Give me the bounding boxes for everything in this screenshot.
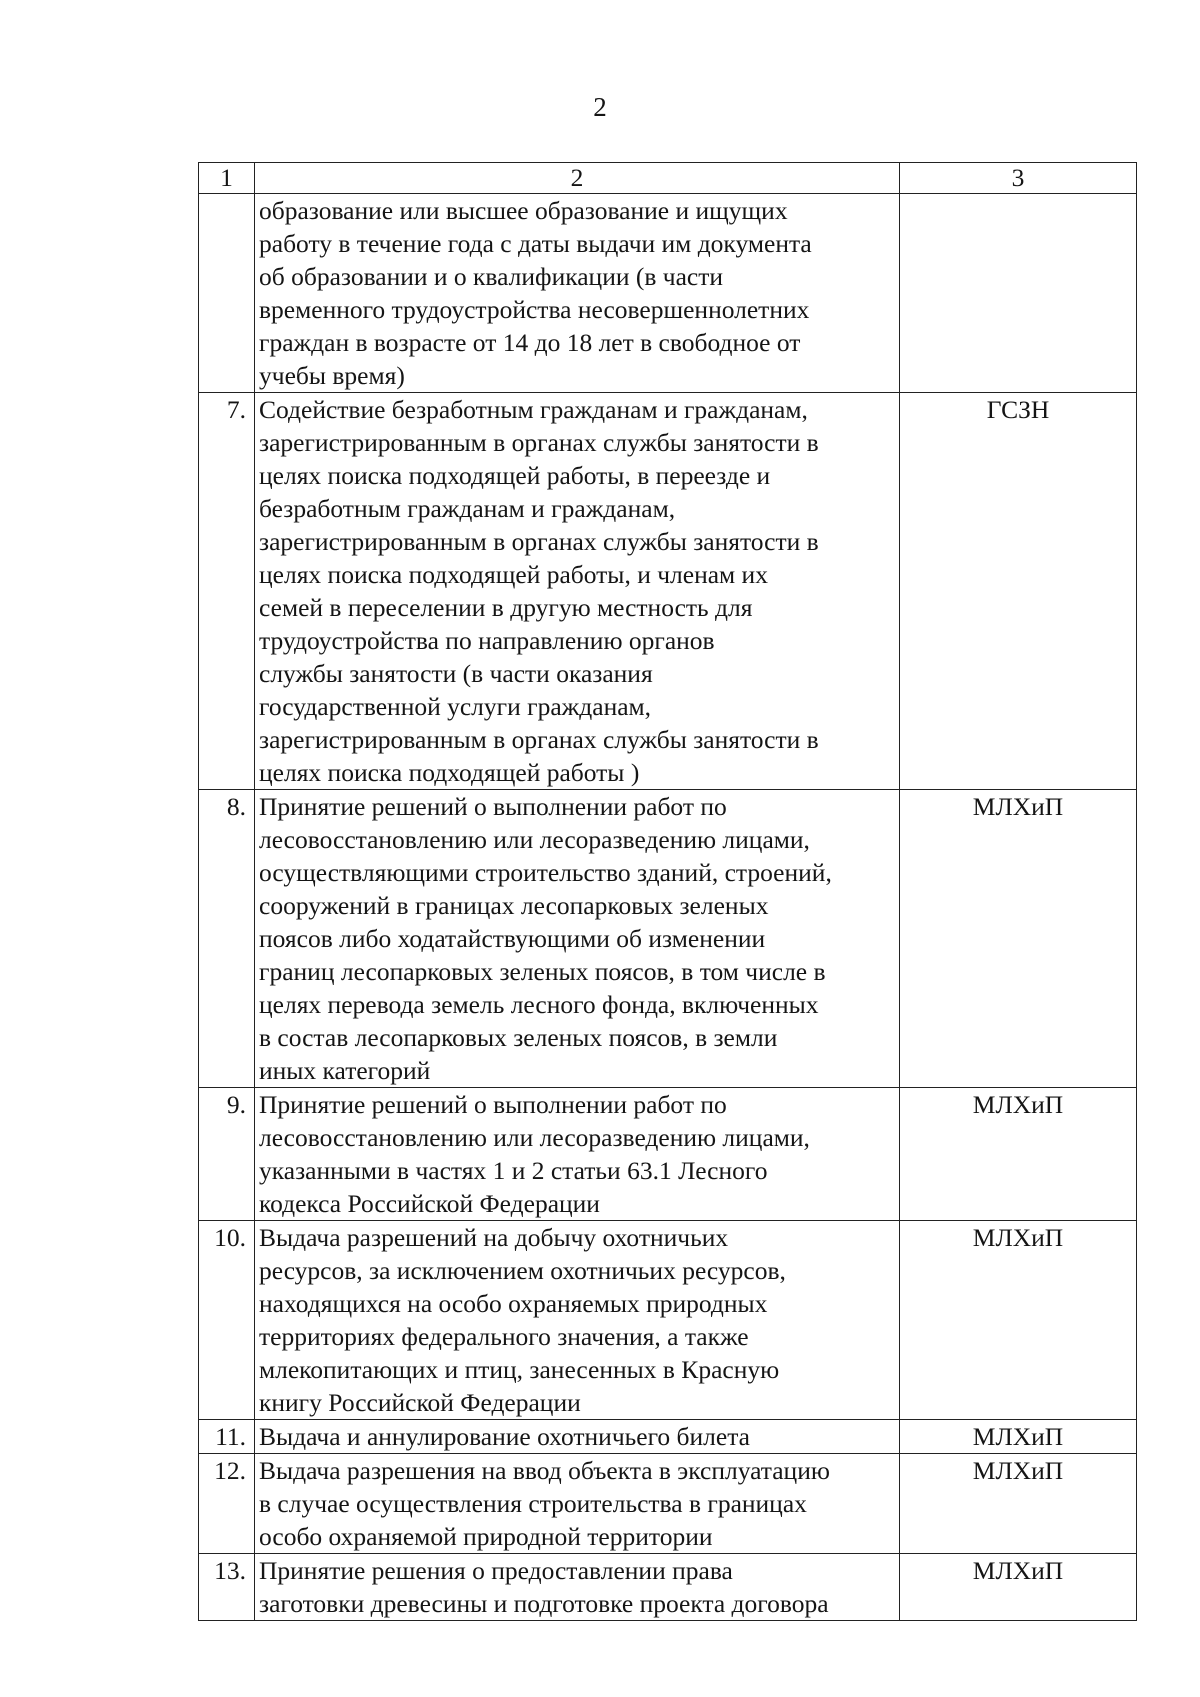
header-col-3: 3 (900, 163, 1137, 194)
description-line: Выдача разрешений на добычу охотничьих (259, 1223, 729, 1252)
description-line: книгу Российской Федерации (259, 1388, 581, 1417)
responsible-agency (900, 194, 1137, 393)
description-line: целях поиска подходящей работы, и членам их (259, 560, 768, 589)
description-line: Выдача и аннулирование охотничьего билета (259, 1422, 750, 1451)
table-row (199, 1554, 1137, 1621)
service-description (255, 1554, 900, 1621)
service-description (255, 194, 900, 393)
description-line: кодекса Российской Федерации (259, 1189, 600, 1218)
services-table (198, 162, 1137, 1621)
header-col-2: 2 (255, 163, 900, 194)
row-number: 12. (199, 1454, 255, 1554)
description-line: указанными в частях 1 и 2 статьи 63.1 Лесного (259, 1156, 768, 1185)
page-number: 2 (593, 92, 607, 122)
responsible-agency: МЛХиП (900, 1454, 1137, 1554)
row-number: 8. (199, 790, 255, 1088)
description-line: временного трудоустройства несовершеннолетних (259, 295, 810, 324)
description-line: лесовосстановлению или лесоразведению лицами, (259, 1123, 810, 1152)
description-line: заготовки древесины и подготовке проекта договора (259, 1589, 829, 1618)
description-line: осуществляющими строительство зданий, строений, (259, 858, 832, 887)
header-col-1: 1 (199, 163, 255, 194)
row-number: 10. (199, 1221, 255, 1420)
description-line: Выдача разрешения на ввод объекта в эксплуатацию (259, 1456, 830, 1485)
description-line: млекопитающих и птиц, занесенных в Красную (259, 1355, 780, 1384)
row-number: 7. (199, 393, 255, 790)
description-line: лесовосстановлению или лесоразведению лицами, (259, 825, 810, 854)
service-description (255, 1088, 900, 1221)
description-line: целях перевода земель лесного фонда, включенных (259, 990, 819, 1019)
description-line: особо охраняемой природной территории (259, 1522, 713, 1551)
description-line: Содействие безработным гражданам и гражданам, (259, 395, 808, 424)
description-line: границ лесопарковых зеленых поясов, в том числе в (259, 957, 826, 986)
description-line: безработным гражданам и гражданам, (259, 494, 676, 523)
description-line: службы занятости (в части оказания (259, 659, 653, 688)
description-line: Принятие решения о предоставлении права (259, 1556, 733, 1585)
description-line: сооружений в границах лесопарковых зеленых (259, 891, 769, 920)
description-line: работу в течение года с даты выдачи им документа (259, 229, 812, 258)
table-row (199, 1420, 1137, 1454)
service-description (255, 1221, 900, 1420)
row-number (199, 194, 255, 393)
responsible-agency: ГСЗН (900, 393, 1137, 790)
description-line: образование или высшее образование и ищущих (259, 196, 788, 225)
description-line: зарегистрированным в органах службы занятости в (259, 527, 819, 556)
row-number: 11. (199, 1420, 255, 1454)
description-line: трудоустройства по направлению органов (259, 626, 715, 655)
description-line: иных категорий (259, 1056, 431, 1085)
description-line: в случае осуществления строительства в границах (259, 1489, 807, 1518)
description-line: поясов либо ходатайствующими об изменении (259, 924, 766, 953)
description-line: Принятие решений о выполнении работ по (259, 1090, 727, 1119)
description-line: целях поиска подходящей работы ) (259, 758, 640, 787)
description-line: целях поиска подходящей работы, в переезде и (259, 461, 771, 490)
responsible-agency: МЛХиП (900, 1554, 1137, 1621)
table-row (199, 790, 1137, 1088)
row-number: 9. (199, 1088, 255, 1221)
description-line: об образовании и о квалификации (в части (259, 262, 724, 291)
description-line: ресурсов, за исключением охотничьих ресурсов, (259, 1256, 786, 1285)
description-line: территориях федерального значения, а также (259, 1322, 749, 1351)
description-line: зарегистрированным в органах службы занятости в (259, 428, 819, 457)
description-line: находящихся на особо охраняемых природных (259, 1289, 768, 1318)
service-description (255, 790, 900, 1088)
table-row (199, 1088, 1137, 1221)
description-line: Принятие решений о выполнении работ по (259, 792, 727, 821)
table-row (199, 1454, 1137, 1554)
table-header-row (199, 163, 1137, 194)
responsible-agency: МЛХиП (900, 1420, 1137, 1454)
description-line: учебы время) (259, 361, 405, 390)
description-line: зарегистрированным в органах службы занятости в (259, 725, 819, 754)
responsible-agency: МЛХиП (900, 790, 1137, 1088)
service-description (255, 1454, 900, 1554)
table-row (199, 393, 1137, 790)
responsible-agency: МЛХиП (900, 1221, 1137, 1420)
table-row (199, 194, 1137, 393)
responsible-agency: МЛХиП (900, 1088, 1137, 1221)
description-line: граждан в возрасте от 14 до 18 лет в свободное от (259, 328, 801, 357)
service-description (255, 393, 900, 790)
description-line: государственной услуги гражданам, (259, 692, 652, 721)
description-line: семей в переселении в другую местность для (259, 593, 753, 622)
service-description (255, 1420, 900, 1454)
table-row (199, 1221, 1137, 1420)
description-line: в состав лесопарковых зеленых поясов, в земли (259, 1023, 778, 1052)
row-number: 13. (199, 1554, 255, 1621)
